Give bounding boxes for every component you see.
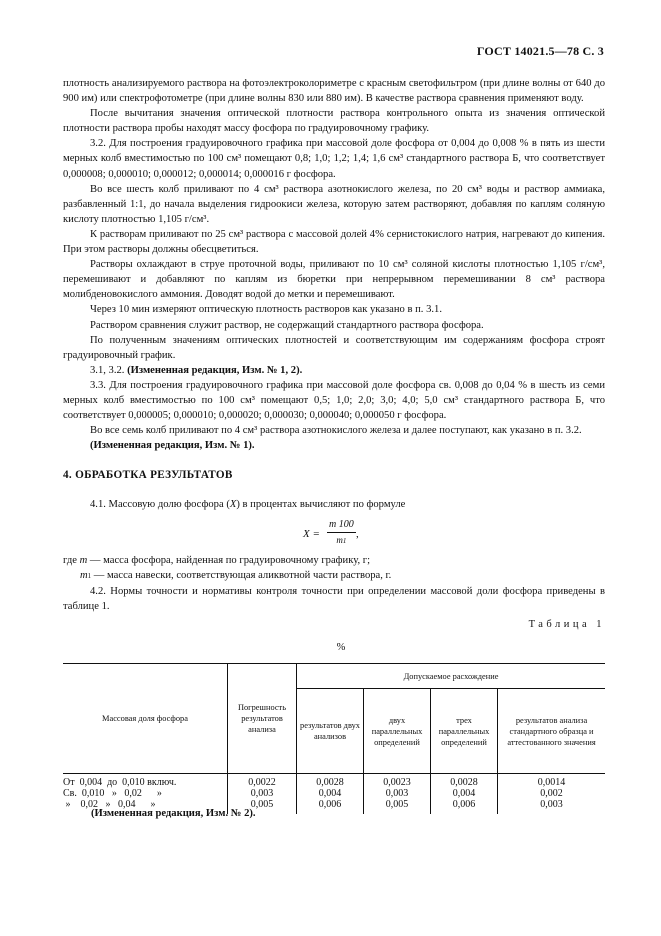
table-cell: 0,0014	[498, 774, 606, 789]
legend-line	[63, 553, 605, 568]
table-cell: 0,004	[431, 788, 498, 799]
paragraph: Раствором сравнения служит раствор, не содержащий стандартного раствора фосфора.	[90, 319, 484, 331]
text-part: где	[63, 554, 80, 566]
formula-numerator	[327, 517, 356, 533]
paragraph: плотность анализируемого раствора на фотоэлектроколориметре с красным светофильтром (при длине волны от 640 до 900 им) или спектрофотометре (при длине волны 830 или 880 им). В качестве раствора сравнения применяют воду.	[63, 78, 605, 105]
column-header: трех параллельных определений	[431, 689, 498, 774]
amendment-note	[63, 363, 605, 378]
variable: X	[229, 499, 237, 511]
variable: m	[79, 554, 88, 566]
column-header: двух параллельных определений	[364, 689, 431, 774]
table-cell: 0,003	[228, 788, 297, 799]
column-header-mass: Массовая доля фосфора	[63, 664, 228, 774]
paragraph: После вычитания значения оптической плотности раствора контрольного опыта из значения оптической плотности раствора пробы находят массу фосфора по градуировочному графику.	[63, 108, 605, 135]
table-cell: 0,005	[228, 799, 297, 814]
text-part: — масса навески, соответствующая аликвотной части раствора, г.	[91, 569, 392, 581]
table-cell: 0,0028	[431, 774, 498, 789]
column-group-header: Допускаемое расхождение	[297, 664, 606, 689]
column-header-error: Погрешность результатов анализа	[228, 664, 297, 774]
paragraph: По полученным значениям оптических плотностей и соответствующим им содержаниям фосфора строят градуировочный график.	[63, 334, 605, 361]
clause-numbers: 3.1, 3.2.	[90, 364, 125, 376]
variable: m	[80, 569, 88, 581]
accuracy-table	[63, 663, 605, 814]
table-cell: Св. 0,010 » 0,02 »	[63, 788, 162, 800]
table-row	[63, 774, 605, 789]
paragraph: Растворы охлаждают в струе проточной воды, приливают по 10 см³ соляной кислоты плотностью 1,105 г/см³, перемешивают и добавляют по каплям из бюретки при непрерывном перемешивании 8 см³ раствора молибденовокислого аммония. Доводят водой до метки и перемешивают.	[63, 259, 605, 301]
formula-numerator-text: m 100	[329, 518, 354, 530]
column-header: результатов двух анализов	[297, 689, 364, 774]
amendment-note: (Измененная редакция, Изм. № 1).	[90, 440, 255, 452]
amendment-text: (Измененная редакция, Изм. № 1, 2).	[127, 364, 303, 376]
paragraph: Во все шесть колб приливают по 4 см³ раствора азотнокислого железа, по 20 см³ воды и раствор аммиака, разбавленный 1:1, до начала выделения гидроокиси железа, которую затем растворяют, добавляя по каплям соляную кислоту плотностью 1,105 г/см³.	[63, 183, 605, 225]
formula-tail: ,	[356, 527, 359, 540]
formula-denominator-var: m	[336, 534, 343, 545]
legend-line	[63, 568, 605, 584]
table-cell: 0,006	[431, 799, 498, 814]
table-caption: Таблица 1	[528, 618, 605, 630]
column-header: результатов анализа стандартного образца и аттестованного значения	[498, 689, 606, 774]
formula-denominator	[327, 533, 356, 549]
formula-fraction	[327, 517, 356, 549]
table-row	[63, 788, 605, 799]
table-unit: %	[336, 642, 346, 653]
table-cell: 0,005	[364, 799, 431, 814]
table-cell: 0,004	[297, 788, 364, 799]
paragraph	[63, 497, 605, 512]
section-title: 4. ОБРАБОТКА РЕЗУЛЬТАТОВ	[63, 469, 233, 482]
table-cell: 0,002	[498, 788, 606, 799]
paragraph: Во все семь колб приливают по 4 см³ раствора азотнокислого железа и далее поступают, как указано в п. 3.2.	[90, 425, 582, 437]
table-cell: 0,006	[297, 799, 364, 814]
paragraph: 3.2. Для построения градуировочного графика при массовой доле фосфора от 0,004 до 0,008 % в пять из шести мерных колб вместимостью по 100 см³ помещают 0,8; 1,0; 1,2; 1,4; 1,6 см³ стандартного раствора Б, что соответствует 0,000008; 0,000010; 0,000012; 0,000014; 0,000016 г фосфора.	[63, 138, 605, 180]
paragraph: 3.3. Для построения градуировочного графика при массовой доле фосфора св. 0,008 до 0,04 % в шесть из семи мерных колб вместимостью по 100 см³ помещают 0,5; 1,0; 2,0; 3,0; 4,0; 5,0 см³ стандартного раствора Б, что соответствует 0,000005; 0,000010; 0,000020; 0,000030; 0,000040; 0,000050 г фосфора.	[63, 379, 605, 422]
table-cell: От 0,004 до 0,010 включ.	[63, 777, 177, 789]
table-cell: 0,0028	[297, 774, 364, 789]
table-cell: 0,003	[498, 799, 606, 814]
document-body	[63, 76, 605, 814]
table-cell: 0,003	[364, 788, 431, 799]
document-reference: ГОСТ 14021.5—78 С. 3	[476, 44, 604, 58]
table-cell: 0,0023	[364, 774, 431, 789]
paragraph: 4.2. Нормы точности и нормативы контроля точности при определении массовой доли фосфора приведены в таблице 1.	[63, 585, 605, 612]
text-part: — масса фосфора, найденная по градуировочному графику, г;	[87, 554, 371, 566]
formula-lhs: X =	[303, 527, 320, 540]
formula	[63, 517, 605, 551]
paragraph: К растворам приливают по 25 см³ раствора с массовой долей 4% сернистокислого натрия, нагревают до кипения. При этом растворы должны обесцветиться.	[63, 228, 605, 256]
amendment-note: (Измененная редакция, Изм. № 2).	[91, 808, 256, 819]
paragraph: Через 10 мин измеряют оптическую плотность растворов как указано в п. 3.1.	[90, 304, 442, 316]
table-cell: 0,0022	[228, 774, 297, 789]
text-part: ) в процентах вычисляют по формуле	[236, 499, 406, 511]
variable-sub: 1	[87, 571, 92, 580]
formula-denominator-sub: 1	[342, 536, 347, 545]
text-part: 4.1. Массовую долю фосфора (	[90, 499, 230, 511]
table-cell: » 0,02 » 0,04 »	[63, 799, 156, 811]
